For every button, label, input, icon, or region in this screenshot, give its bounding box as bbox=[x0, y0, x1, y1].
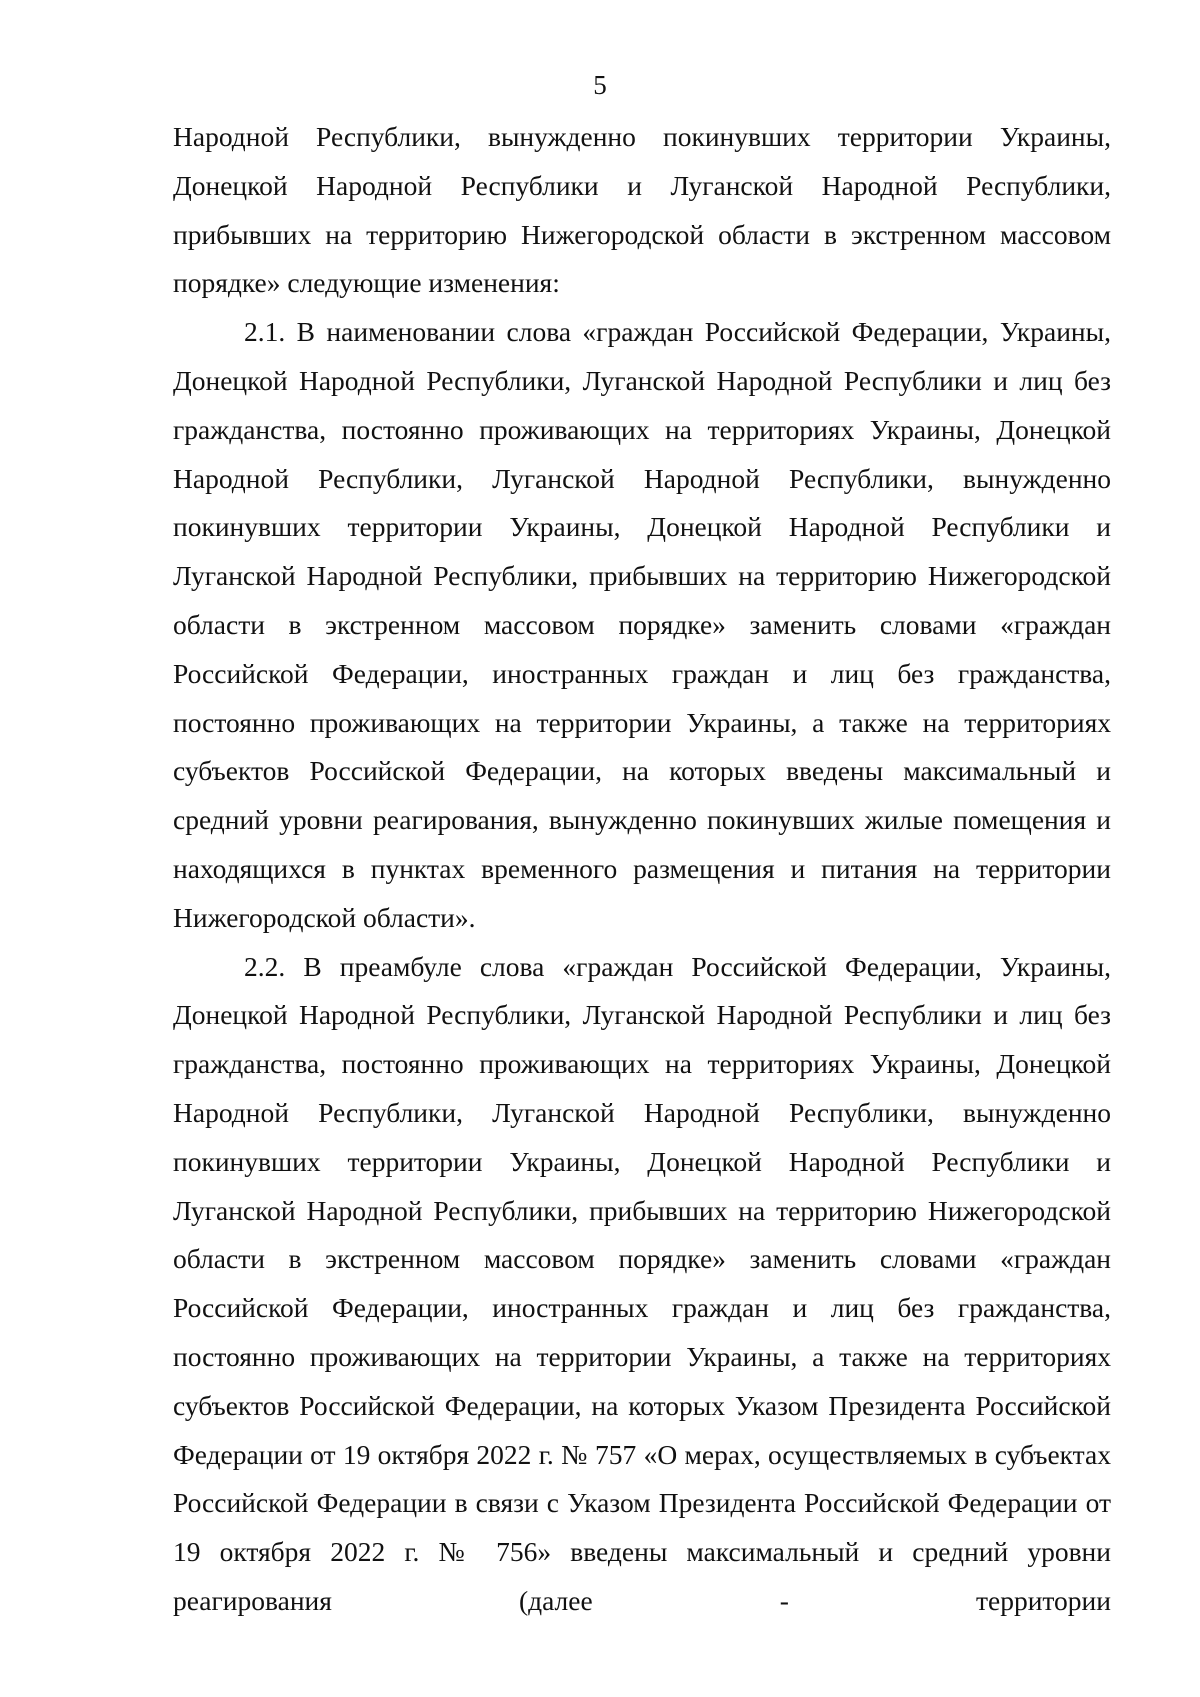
paragraph-continuation: Народной Республики, вынужденно покинувших территории Украины, Донецкой Народной Республики и Луганской Народной Республики, прибывших на территорию Нижегородской области в экстренном массовом порядке» следующие изменения: bbox=[173, 121, 1111, 299]
paragraph-2-2: 2.2. В преамбуле слова «граждан Российской Федерации, Украины, Донецкой Народной Республики, Луганской Народной Республики и лиц без гражданства, постоянно проживающих на территориях Украины, Донецкой Народной Республики, Луганской Народной Республики, вынужденно покинувших территории Украины, Донецкой Народной Республики и Луганской Народной Республики, прибывших на территорию Нижегородской области в экстренном массовом порядке» заменить словами «граждан Российской Федерации, иностранных граждан и лиц без гражданства, постоянно проживающих на территории Украины, а также на территориях субъектов Российской Федерации, на которых Указом Президента Российской Федерации от 19 октября 2022 г. № 757 «О мерах, осуществляемых в субъектах Российской Федерации в связи с Указом Президента Российской Федерации от 19 октября 2022 г. № 756» введены максимальный и средний уровни реагирования (далее - территории bbox=[173, 950, 1111, 1616]
document-body bbox=[173, 113, 1111, 1626]
page-number: 5 bbox=[593, 70, 607, 100]
paragraph-2-1: 2.1. В наименовании слова «граждан Российской Федерации, Украины, Донецкой Народной Республики, Луганской Народной Республики и лиц без гражданства, постоянно проживающих на территориях Украины, Донецкой Народной Республики, Луганской Народной Республики, вынужденно покинувших территории Украины, Донецкой Народной Республики и Луганской Народной Республики, прибывших на территорию Нижегородской области в экстренном массовом порядке» заменить словами «граждан Российской Федерации, иностранных граждан и лиц без гражданства, постоянно проживающих на территории Украины, а также на территориях субъектов Российской Федерации, на которых введены максимальный и средний уровни реагирования, вынужденно покинувших жилые помещения и находящихся в пунктах временного размещения и питания на территории Нижегородской области». bbox=[173, 316, 1111, 933]
